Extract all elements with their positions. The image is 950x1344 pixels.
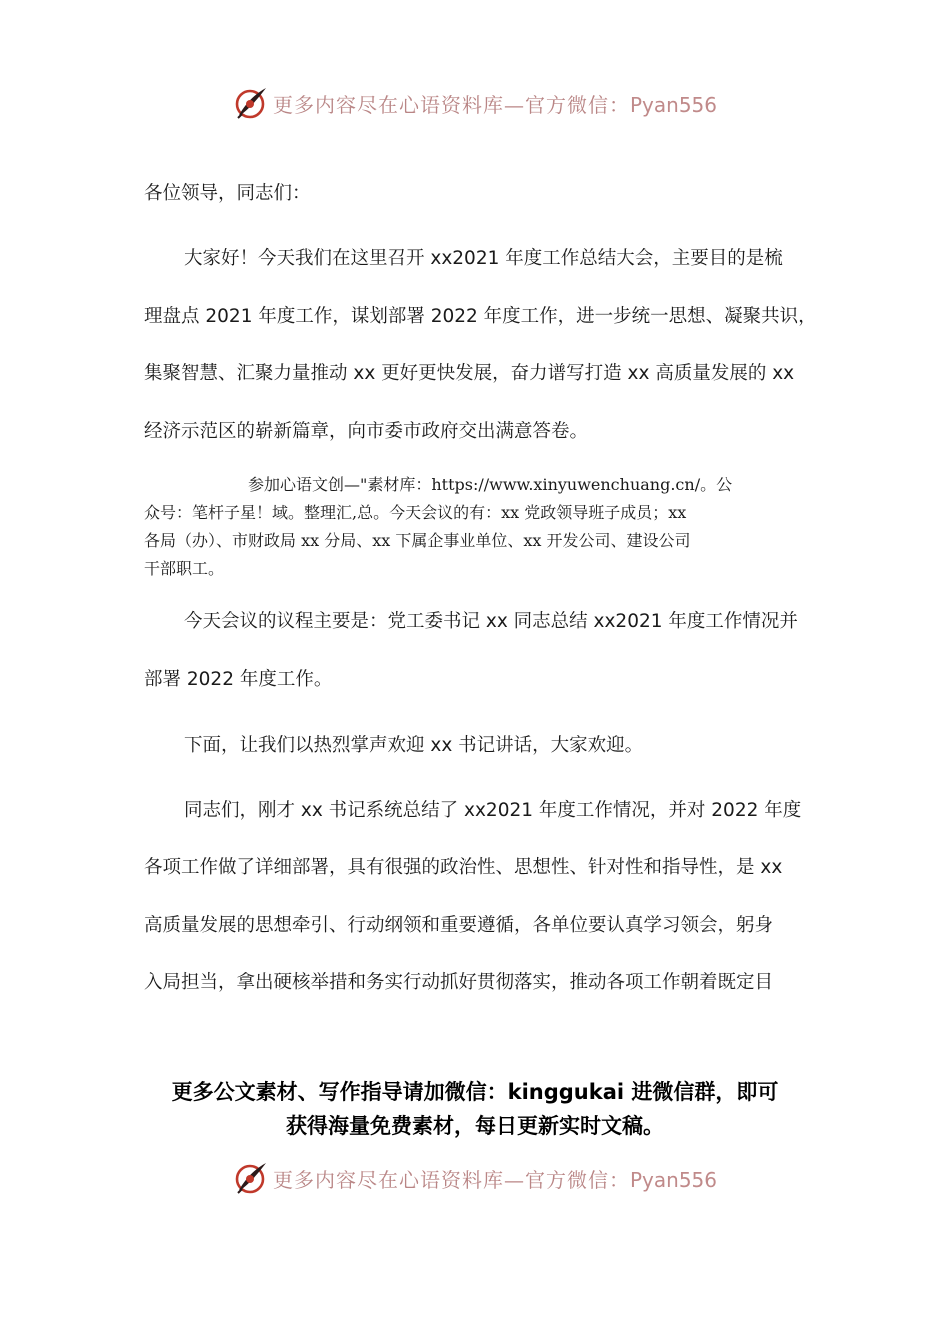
serif-line: 干部职工。 — [144, 559, 225, 578]
paragraph-line: 各项工作做了详细部署，具有很强的政治性、思想性、针对性和指导性，是 xx — [144, 857, 783, 878]
banner-wechat-id: Pyan556 — [629, 92, 717, 117]
serif-paragraph — [144, 471, 804, 583]
paragraph-line: 入局担当，拿出硬核举措和务实行动抓好贯彻落实，推动各项工作朝着既定目 — [144, 972, 774, 993]
footer-banner — [0, 1158, 950, 1198]
cta-line: 获得海量免费素材，每日更新实时文稿。 — [286, 1114, 664, 1138]
paragraph-line: 大家好！今天我们在这里召开 xx2021 年度工作总结大会，主要目的是梳 — [184, 248, 783, 269]
salutation: 各位领导，同志们： — [144, 183, 311, 204]
header-banner — [0, 83, 950, 123]
paragraph-line: 集聚智慧、汇聚力量推动 xx 更好更快发展，奋力谱写打造 xx 高质量发展的 xx — [144, 363, 795, 384]
serif-line: 参加心语文创—"素材库：https://www.xinyuwenchuang.cn/。公 — [248, 475, 733, 494]
banner-wechat-id: Pyan556 — [629, 1167, 717, 1192]
cta-block — [0, 1075, 950, 1143]
paragraph-line: 同志们，刚才 xx 书记系统总结了 xx2021 年度工作情况，并对 2022 年度 — [184, 800, 802, 821]
banner-text: 更多内容尽在心语资料库—官方微信：Pyan556 — [272, 92, 717, 117]
paragraph-line: 高质量发展的思想牵引、行动纲领和重要遵循，各单位要认真学习领会，躬身 — [144, 915, 774, 936]
paragraph-line: 理盘点 2021 年度工作，谋划部署 2022 年度工作，进一步统一思想、凝聚共识， — [144, 306, 817, 327]
quill-pen-logo-icon — [233, 1160, 269, 1196]
serif-line: 众号：笔杆子星！域。整理汇,总。今天会议的有：xx 党政领导班子成员；xx — [144, 503, 687, 522]
paragraph-line: 今天会议的议程主要是：党工委书记 xx 同志总结 xx2021 年度工作情况并 — [184, 611, 798, 632]
serif-line: 各局（办）、市财政局 xx 分局、xx 下属企事业单位、xx 开发公司、建设公司 — [144, 531, 691, 550]
banner-text: 更多内容尽在心语资料库—官方微信：Pyan556 — [272, 1167, 717, 1192]
paragraph-line: 下面，让我们以热烈掌声欢迎 xx 书记讲话，大家欢迎。 — [184, 735, 644, 756]
paragraph-line: 部署 2022 年度工作。 — [144, 669, 333, 690]
quill-pen-logo-icon — [233, 85, 269, 121]
paragraph-line: 经济示范区的崭新篇章，向市委市政府交出满意答卷。 — [144, 421, 589, 442]
cta-line: 更多公文素材、写作指导请加微信：kinggukai 进微信群，即可 — [171, 1080, 779, 1104]
